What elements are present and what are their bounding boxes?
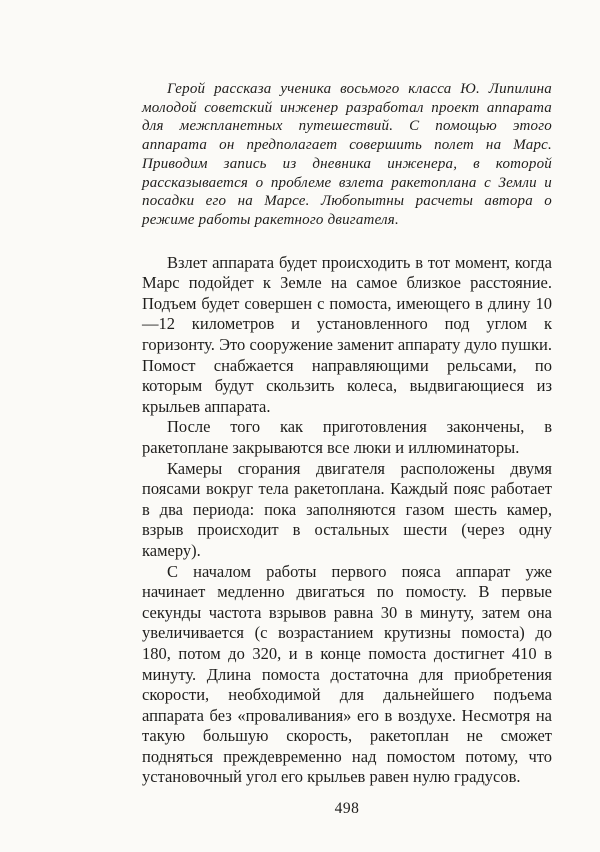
body-paragraph-1: Взлет аппарата будет происходить в тот момент, когда Марс подойдет к Земле на самое близкое расстояние. Подъем будет совершен с помоста, имеющего в длину 10—12 километров и установленного под углом к горизонту. Это сооружение заменит аппарату дуло пушки. Помост снабжается направляющими рельсами, по которым будут скользить колеса, выдвигающиеся из крыльев аппарата. [142, 252, 552, 416]
body-paragraph-4: С началом работы первого пояса аппарат уже начинает медленно двигаться по помосту. В первые секунды частота взрывов равна 30 в минуту, затем она увеличивается (с возрастанием крутизны помоста) до 180, потом до 320, и в конце помоста достигнет 410 в минуту. Длина помоста достаточна для приобретения скорости, необходимой для дальнейшего подъема аппарата без «проваливания» его в воздухе. Несмотря на такую большую скорость, ракетоплан не сможет подняться преждевременно над помостом потому, что установочный угол его крыльев равен нулю градусов. [142, 561, 552, 787]
page-number: 498 [334, 800, 360, 818]
body-paragraph-2: После того как приготовления закончены, в ракетоплане закрываются все люки и иллюминаторы. [142, 417, 552, 457]
body-paragraph-3: Камеры сгорания двигателя расположены двумя поясами вокруг тела ракетоплана. Каждый пояс работает в два периода: пока заполняются газом шесть камер, взрыв происходит в остальных шести (через одну камеру). [142, 458, 552, 560]
text-block [142, 80, 552, 818]
intro-paragraph: Герой рассказа ученика восьмого класса Ю. Липилина молодой советский инженер разработал проект аппарата для межпланетных путешествий. С помощью этого аппарата он предполагает совершить полет на Марс. Приводим запись из дневника инженера, в которой рассказывается о проблеме взлета ракетоплана с Земли и посадки его на Марсе. Любопытны расчеты автора о режиме работы ракетного двигателя. [142, 81, 552, 228]
